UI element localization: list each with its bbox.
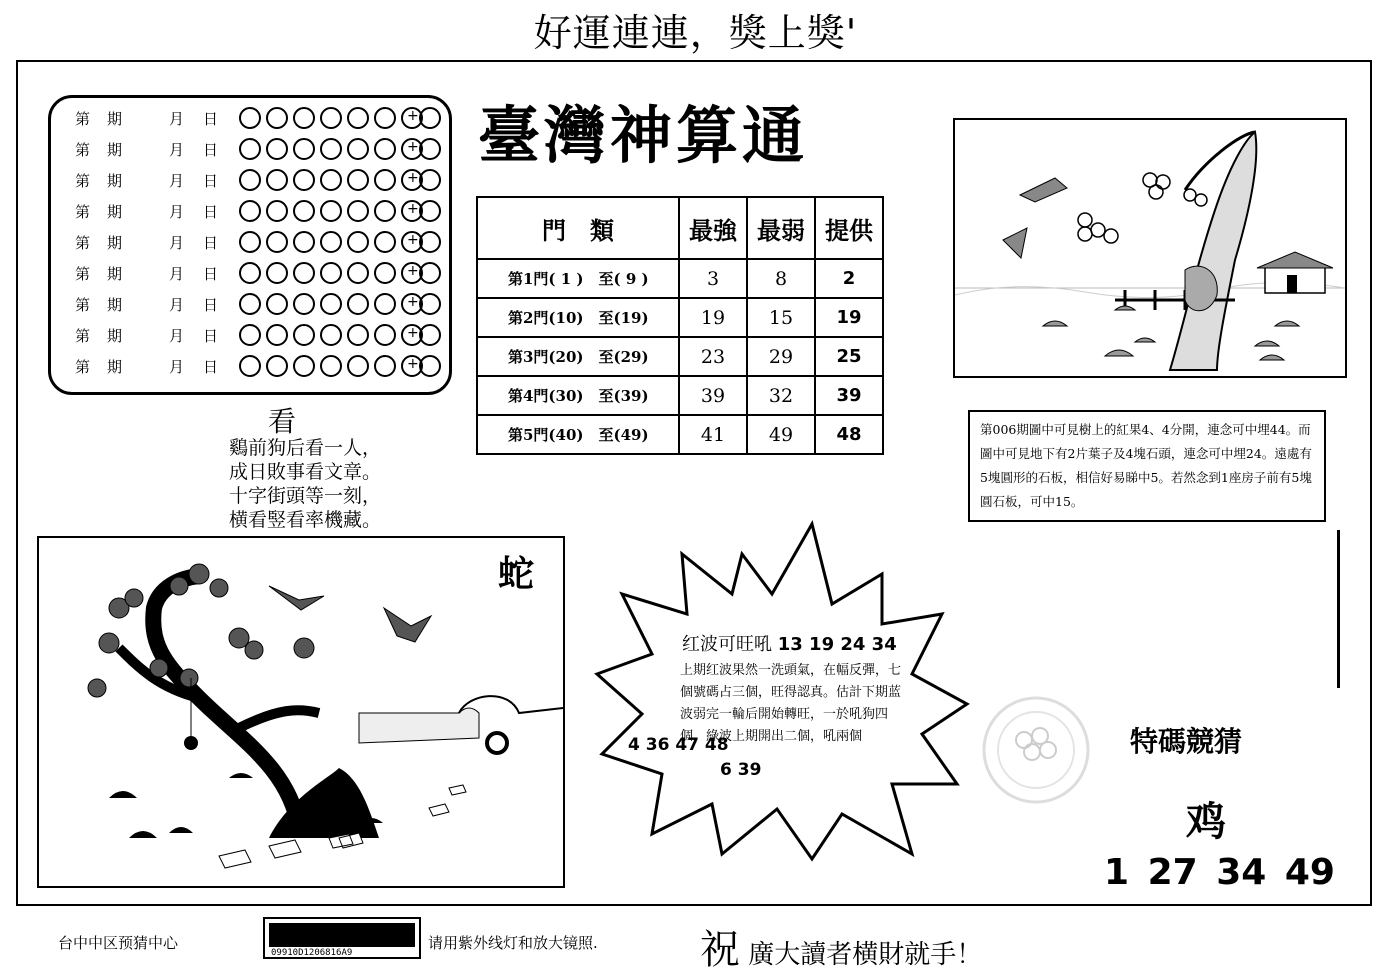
log-label1-char: 期: [107, 234, 123, 252]
number-circle: [347, 107, 369, 129]
header-weak: 最弱: [747, 197, 815, 259]
number-circle: [239, 293, 261, 315]
log-ri-char: 日: [203, 358, 219, 376]
number-circle: [374, 262, 396, 284]
log-yue-char: 月: [169, 172, 185, 190]
number-circle: [320, 138, 342, 160]
barcode: [263, 917, 421, 959]
table-row: [477, 259, 883, 298]
riddle-picture-monkey: [953, 118, 1347, 378]
star-headline-text: 红波可旺吼: [682, 634, 772, 655]
strong-value: 41: [679, 415, 747, 454]
provide-value: 19: [815, 298, 883, 337]
blessing-text: 廣大讀者横財就手！: [748, 940, 983, 970]
log-qi-char: 第: [75, 327, 91, 345]
log-ri-char: 日: [203, 296, 219, 314]
table-row: [477, 376, 883, 415]
poem-line: 横看竪看率機藏。: [228, 509, 381, 531]
footer-instruction: 请用紫外线灯和放大镜照.: [428, 934, 598, 952]
log-qi-char: 第: [75, 110, 91, 128]
number-circle: [374, 169, 396, 191]
poem-line: 成日敗事看文章。: [228, 461, 381, 483]
gate-label: 第4門(30) 至(39): [477, 376, 679, 415]
log-row: [71, 199, 441, 225]
number-circle: [293, 107, 315, 129]
log-label1-char: 期: [107, 203, 123, 221]
log-ri-char: 日: [203, 203, 219, 221]
number-circle: [266, 231, 288, 253]
plus-sign: +: [407, 232, 419, 248]
number-circle: [347, 200, 369, 222]
number-circle: [347, 324, 369, 346]
log-label1-char: 期: [107, 265, 123, 283]
log-qi-char: 第: [75, 172, 91, 190]
log-ri-char: 日: [203, 234, 219, 252]
table-row: [477, 337, 883, 376]
weak-value: 8: [747, 259, 815, 298]
log-qi-char: 第: [75, 234, 91, 252]
number-circle: [266, 293, 288, 315]
number-circle: [320, 107, 342, 129]
number-circle: [374, 324, 396, 346]
log-yue-char: 月: [169, 327, 185, 345]
plus-sign: +: [407, 201, 419, 217]
plus-sign: +: [407, 356, 419, 372]
poem-line: 十字街頭等一刻，: [228, 485, 381, 507]
log-label1-char: 期: [107, 172, 123, 190]
log-yue-char: 月: [169, 358, 185, 376]
special-number-circle: [419, 231, 441, 253]
blessing-big-char: 祝: [700, 927, 740, 973]
log-row: [71, 261, 441, 287]
number-circle: [374, 107, 396, 129]
number-circle: [293, 138, 315, 160]
weak-value: 32: [747, 376, 815, 415]
log-row: [71, 354, 441, 380]
provide-value: 48: [815, 415, 883, 454]
number-circle: [293, 324, 315, 346]
star-headline: [682, 630, 897, 656]
number-circle: [320, 200, 342, 222]
gate-label: 第5門(40) 至(49): [477, 415, 679, 454]
special-guess-title: 特碼競猜: [1130, 725, 1243, 758]
log-qi-char: 第: [75, 296, 91, 314]
picture-explanation: 第006期圖中可見樹上的紅果4、4分開，連念可中埋44。而圖中可見地下有2片葉子及4塊石頭，連念可中埋24。遠處有5塊圓形的石板，相信好易睇中5。若然念到1座房子前有5塊圓石板，可中15。: [968, 410, 1326, 522]
special-number-circle: [419, 293, 441, 315]
strong-value: 39: [679, 376, 747, 415]
number-circle: [347, 355, 369, 377]
strong-value: 3: [679, 259, 747, 298]
log-row: [71, 292, 441, 318]
number-circle: [239, 200, 261, 222]
weak-value: 15: [747, 298, 815, 337]
number-circle: [320, 231, 342, 253]
number-circle: [266, 262, 288, 284]
log-row: [71, 106, 441, 132]
log-label1-char: 期: [107, 141, 123, 159]
log-ri-char: 日: [203, 141, 219, 159]
poem-title: 看: [268, 405, 297, 438]
number-circle: [266, 107, 288, 129]
log-row: [71, 137, 441, 163]
special-number-circle: [419, 200, 441, 222]
footer-center-name: 台中中区预猜中心: [58, 934, 179, 952]
special-number-circle: [419, 355, 441, 377]
number-circle: [239, 355, 261, 377]
number-circle: [374, 355, 396, 377]
footer-blessing: [700, 918, 982, 975]
number-circle: [239, 169, 261, 191]
log-ri-char: 日: [203, 110, 219, 128]
slogan: 好運連連，獎上獎': [533, 11, 858, 55]
plus-sign: +: [407, 325, 419, 341]
number-circle: [347, 262, 369, 284]
plus-sign: +: [407, 294, 419, 310]
strong-value: 19: [679, 298, 747, 337]
number-circle: [320, 355, 342, 377]
log-qi-char: 第: [75, 358, 91, 376]
divider-line: [1337, 530, 1340, 688]
log-label1-char: 期: [107, 110, 123, 128]
header-strong: 最強: [679, 197, 747, 259]
number-circle: [239, 107, 261, 129]
star-numbers-green: 6 39: [720, 760, 762, 780]
special-number-circle: [419, 169, 441, 191]
number-circle: [320, 293, 342, 315]
header-category: 門 類: [477, 197, 679, 259]
poem-line: 鷄前狗后看一人，: [228, 437, 381, 459]
log-yue-char: 月: [169, 203, 185, 221]
provide-value: 25: [815, 337, 883, 376]
number-circle: [374, 293, 396, 315]
log-row: [71, 168, 441, 194]
log-qi-char: 第: [75, 203, 91, 221]
number-circle: [293, 355, 315, 377]
special-guess-numbers: 1 27 34 49: [1104, 852, 1335, 893]
special-number-circle: [419, 107, 441, 129]
log-row: [71, 323, 441, 349]
log-label1-char: 期: [107, 296, 123, 314]
number-circle: [374, 200, 396, 222]
faded-stamp: [976, 690, 1096, 810]
gate-table: [476, 196, 884, 455]
number-circle: [293, 231, 315, 253]
zodiac-label-snake: 蛇: [498, 554, 535, 595]
log-ri-char: 日: [203, 265, 219, 283]
log-qi-char: 第: [75, 141, 91, 159]
weak-value: 49: [747, 415, 815, 454]
number-circle: [239, 262, 261, 284]
number-circle: [266, 138, 288, 160]
gate-label: 第1門( 1 ) 至( 9 ): [477, 259, 679, 298]
log-label1-char: 期: [107, 327, 123, 345]
barcode-text: 09910D1206816A9: [271, 948, 353, 958]
plus-sign: +: [407, 170, 419, 186]
log-label1-char: 期: [107, 358, 123, 376]
table-row: [477, 298, 883, 337]
log-yue-char: 月: [169, 265, 185, 283]
log-qi-char: 第: [75, 265, 91, 283]
number-circle: [347, 231, 369, 253]
log-row: [71, 230, 441, 256]
number-circle: [239, 324, 261, 346]
page-title: 臺灣神算通: [478, 99, 809, 172]
log-yue-char: 月: [169, 110, 185, 128]
draw-log-box: [48, 95, 452, 395]
number-circle: [293, 293, 315, 315]
number-circle: [266, 169, 288, 191]
special-number-circle: [419, 138, 441, 160]
weak-value: 29: [747, 337, 815, 376]
table-row: [477, 415, 883, 454]
plus-sign: +: [407, 139, 419, 155]
number-circle: [266, 355, 288, 377]
star-body-text: 上期红波果然一洗頭氣，在幅反彈，七個號碼占三個，旺得認真。估計下期蓝波弱完一輪后開始轉旺，一於吼狗四個，綠波上期開出二個，吼兩個: [680, 663, 902, 744]
number-circle: [293, 169, 315, 191]
log-yue-char: 月: [169, 141, 185, 159]
number-circle: [374, 138, 396, 160]
plus-sign: +: [407, 263, 419, 279]
number-circle: [293, 262, 315, 284]
number-circle: [320, 262, 342, 284]
special-number-circle: [419, 324, 441, 346]
number-circle: [320, 324, 342, 346]
barcode-bar: [269, 923, 415, 947]
provide-value: 2: [815, 259, 883, 298]
special-guess-animal: 鸡: [1186, 799, 1226, 845]
riddle-poem: [190, 436, 420, 532]
number-circle: [374, 231, 396, 253]
special-number-circle: [419, 262, 441, 284]
star-numbers-blue: 4 36 47 48: [628, 735, 729, 755]
number-circle: [239, 231, 261, 253]
log-yue-char: 月: [169, 296, 185, 314]
header-provide: 提供: [815, 197, 883, 259]
number-circle: [266, 324, 288, 346]
plus-sign: +: [407, 108, 419, 124]
log-ri-char: 日: [203, 327, 219, 345]
number-circle: [293, 200, 315, 222]
log-yue-char: 月: [169, 234, 185, 252]
number-circle: [347, 138, 369, 160]
strong-value: 23: [679, 337, 747, 376]
number-circle: [266, 200, 288, 222]
gate-label: 第2門(10) 至(19): [477, 298, 679, 337]
provide-value: 39: [815, 376, 883, 415]
log-ri-char: 日: [203, 172, 219, 190]
number-circle: [239, 138, 261, 160]
number-circle: [347, 293, 369, 315]
number-circle: [320, 169, 342, 191]
gate-label: 第3門(20) 至(29): [477, 337, 679, 376]
number-circle: [347, 169, 369, 191]
table-header-row: [477, 197, 883, 259]
star-headline-numbers: 13 19 24 34: [777, 634, 897, 655]
riddle-picture-snake: [37, 536, 565, 888]
